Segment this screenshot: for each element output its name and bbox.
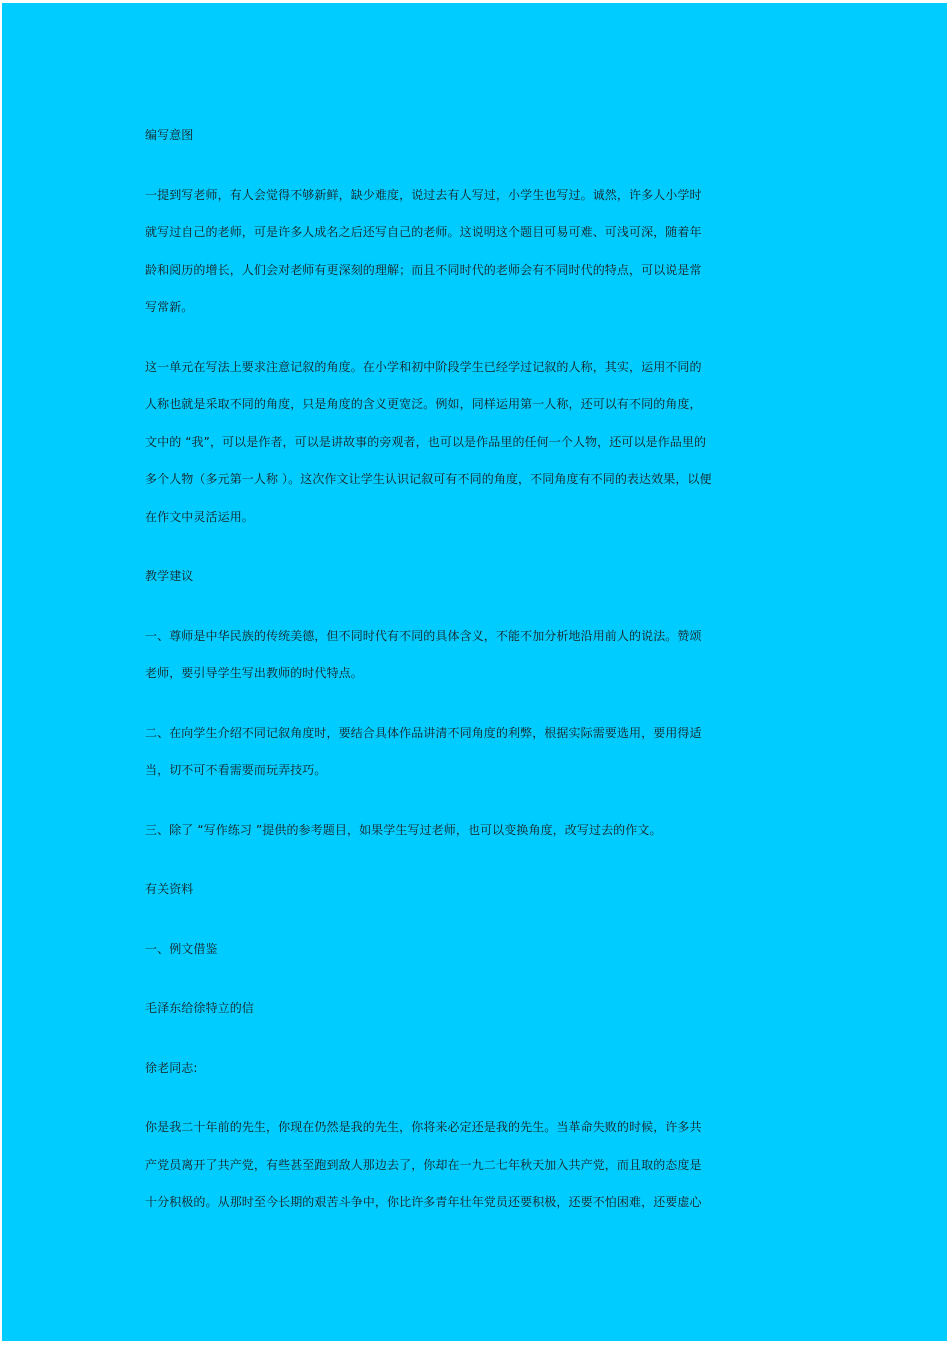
document-page xyxy=(2,3,947,1341)
text-line: 三、除了 “写作练习 ”提供的参考题目，如果学生写过老师，也可以变换角度，改写过去的作文。 xyxy=(145,822,662,837)
text-line: 这一单元在写法上要求注意记叙的角度。在小学和初中阶段学生已经学过记叙的人称，其实，运用不同的 xyxy=(145,359,702,374)
paragraph-intent-1 xyxy=(145,183,770,333)
text-line: 十分积极的。从那时至今长期的艰苦斗争中，你比许多青年壮年党员还要积极，还要不怕困难，还要虚心 xyxy=(145,1195,702,1209)
heading-line: 一、例文借鉴 xyxy=(145,941,218,956)
section-heading-materials xyxy=(145,877,770,915)
subheading-examples xyxy=(145,937,770,975)
text-line: 二、在向学生介绍不同记叙角度时，要结合具体作品讲清不同角度的利弊，根据实际需要选用，要用得适 xyxy=(145,725,702,740)
paragraph-teaching-2 xyxy=(145,721,770,796)
heading-line: 有关资料 xyxy=(145,882,194,896)
text-line: 老师，要引导学生写出教师的时代特点。 xyxy=(145,666,363,680)
text-line: 在作文中灵活运用。 xyxy=(145,509,254,524)
letter-body xyxy=(145,1115,770,1228)
section-heading-intent xyxy=(145,123,770,161)
text-line: 一提到写老师，有人会觉得不够新鲜，缺少难度，说过去有人写过，小学生也写过。诚然，许多人小学时 xyxy=(145,187,702,202)
text-line: 多个人物（多元第一人称 ）。这次作文让学生认识记叙可有不同的角度，不同角度有不同的表达效果，以便 xyxy=(145,472,712,486)
text-line: 一、尊师是中华民族的传统美德，但不同时代有不同的具体含义，不能不加分析地沿用前人的说法。赞颂 xyxy=(145,628,702,643)
document-content xyxy=(145,123,770,1228)
heading-line: 毛泽东给徐特立的信 xyxy=(145,1001,254,1015)
heading-line: 教学建议 xyxy=(145,569,194,583)
section-heading-teaching xyxy=(145,564,770,602)
text-line: 你是我二十年前的先生，你现在仍然是我的先生，你将来必定还是我的先生。当革命失败的时候，许多共 xyxy=(145,1120,702,1134)
text-line: 龄和阅历的增长，人们会对老师有更深刻的理解；而且不同时代的老师会有不同时代的特点，可以说是常 xyxy=(145,262,702,277)
paragraph-teaching-3 xyxy=(145,818,770,856)
text-line: 当，切不可不看需要而玩弄技巧。 xyxy=(145,763,327,777)
letter-title xyxy=(145,996,770,1034)
heading-line: 编写意图 xyxy=(145,128,194,142)
paragraph-teaching-1 xyxy=(145,624,770,699)
text-line: 人称也就是采取不同的角度，只是角度的含义更宽泛。例如，同样运用第一人称，还可以有不同的角度， xyxy=(145,397,702,411)
text-line: 就写过自己的老师，可是许多人成名之后还写自己的老师。这说明这个题目可易可难、可浅可深，随着年 xyxy=(145,225,702,239)
letter-salutation xyxy=(145,1056,770,1094)
text-line: 徐老同志: xyxy=(145,1060,198,1075)
text-line: 写常新。 xyxy=(145,300,194,314)
paragraph-intent-2 xyxy=(145,355,770,543)
text-line: 文中的 “我”，可以是作者，可以是讲故事的旁观者，也可以是作品里的任何一个人物，还可以是作品里的 xyxy=(145,434,707,449)
text-line: 产党员离开了共产党，有些甚至跑到敌人那边去了，你却在一九二七年秋天加入共产党，而且取的态度是 xyxy=(145,1157,702,1172)
